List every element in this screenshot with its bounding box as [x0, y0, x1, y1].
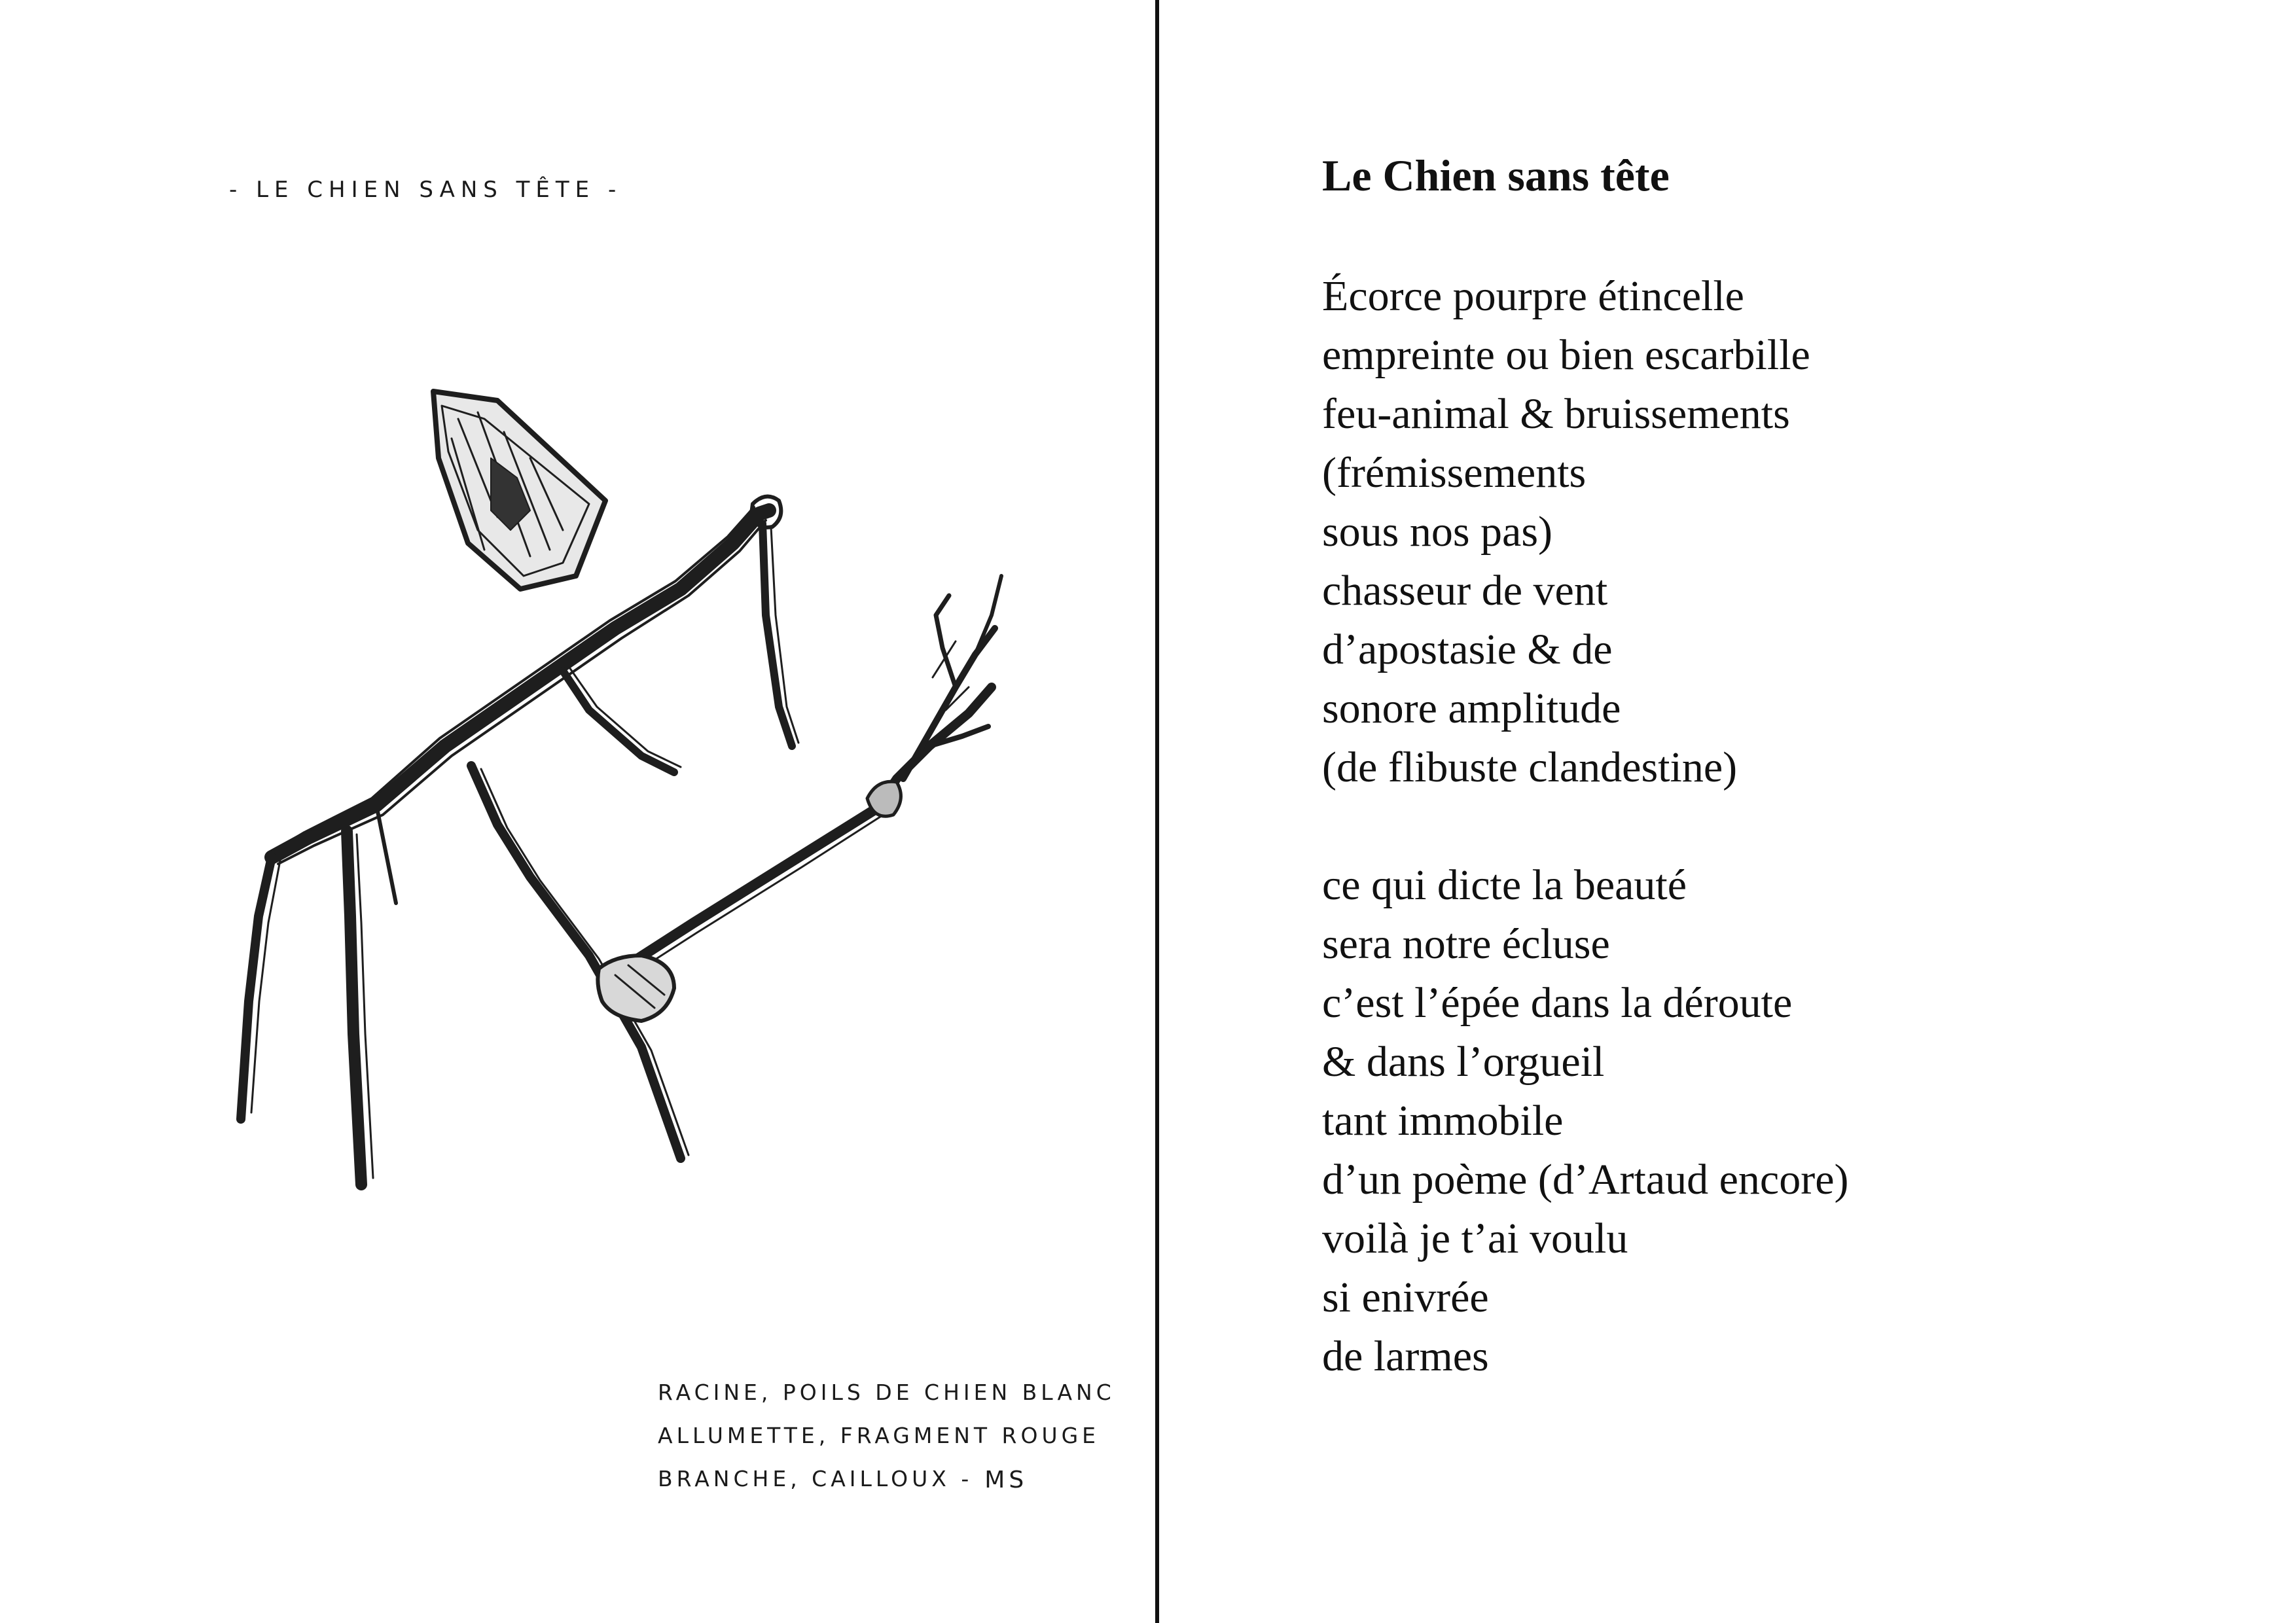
verse-line: de larmes — [1322, 1332, 1489, 1380]
verse-line: & dans l’orgueil — [1322, 1038, 1605, 1086]
verse-line: ce qui dicte la beauté — [1322, 861, 1687, 909]
caption-line: ALLUMETTE, FRAGMENT ROUGE — [658, 1423, 1100, 1448]
verse-line: (frémissements — [1322, 449, 1587, 497]
headless-dog-sketch-icon — [223, 380, 1008, 1335]
drawing-caption — [658, 1371, 1115, 1502]
verse-line: (de flibuste clandestine) — [1322, 743, 1738, 791]
verse-line: tant immobile — [1322, 1097, 1564, 1145]
stanza-2 — [1322, 856, 2238, 1386]
verse-line: sous nos pas) — [1322, 508, 1553, 556]
verse-line: empreinte ou bien escarbille — [1322, 331, 1810, 379]
verse-line: sera notre écluse — [1322, 920, 1610, 968]
stanza-1 — [1322, 267, 2238, 797]
verse-line: c’est l’épée dans la déroute — [1322, 979, 1793, 1027]
artist-initials: MS — [984, 1466, 1028, 1493]
verse-line: sonore amplitude — [1322, 685, 1621, 732]
verse-line: chasseur de vent — [1322, 567, 1608, 615]
drawing-title: - LE CHIEN SANS TÊTE - — [229, 177, 622, 203]
caption-line: BRANCHE, CAILLOUX - MS — [658, 1457, 1115, 1502]
verse-line: Écorce pourpre étincelle — [1322, 272, 1744, 320]
poem — [1322, 143, 2238, 1445]
verse-line: voilà je t’ai voulu — [1322, 1215, 1628, 1262]
page-divider — [1155, 0, 1159, 1623]
verse-line: si enivrée — [1322, 1274, 1489, 1321]
verse-line: d’apostasie & de — [1322, 626, 1613, 673]
verse-line: feu-animal & bruissements — [1322, 390, 1790, 438]
poem-title: Le Chien sans tête — [1322, 151, 1670, 200]
verse-line: d’un poème (d’Artaud encore) — [1322, 1156, 1849, 1204]
caption-line: RACINE, POILS DE CHIEN BLANC — [658, 1380, 1115, 1405]
